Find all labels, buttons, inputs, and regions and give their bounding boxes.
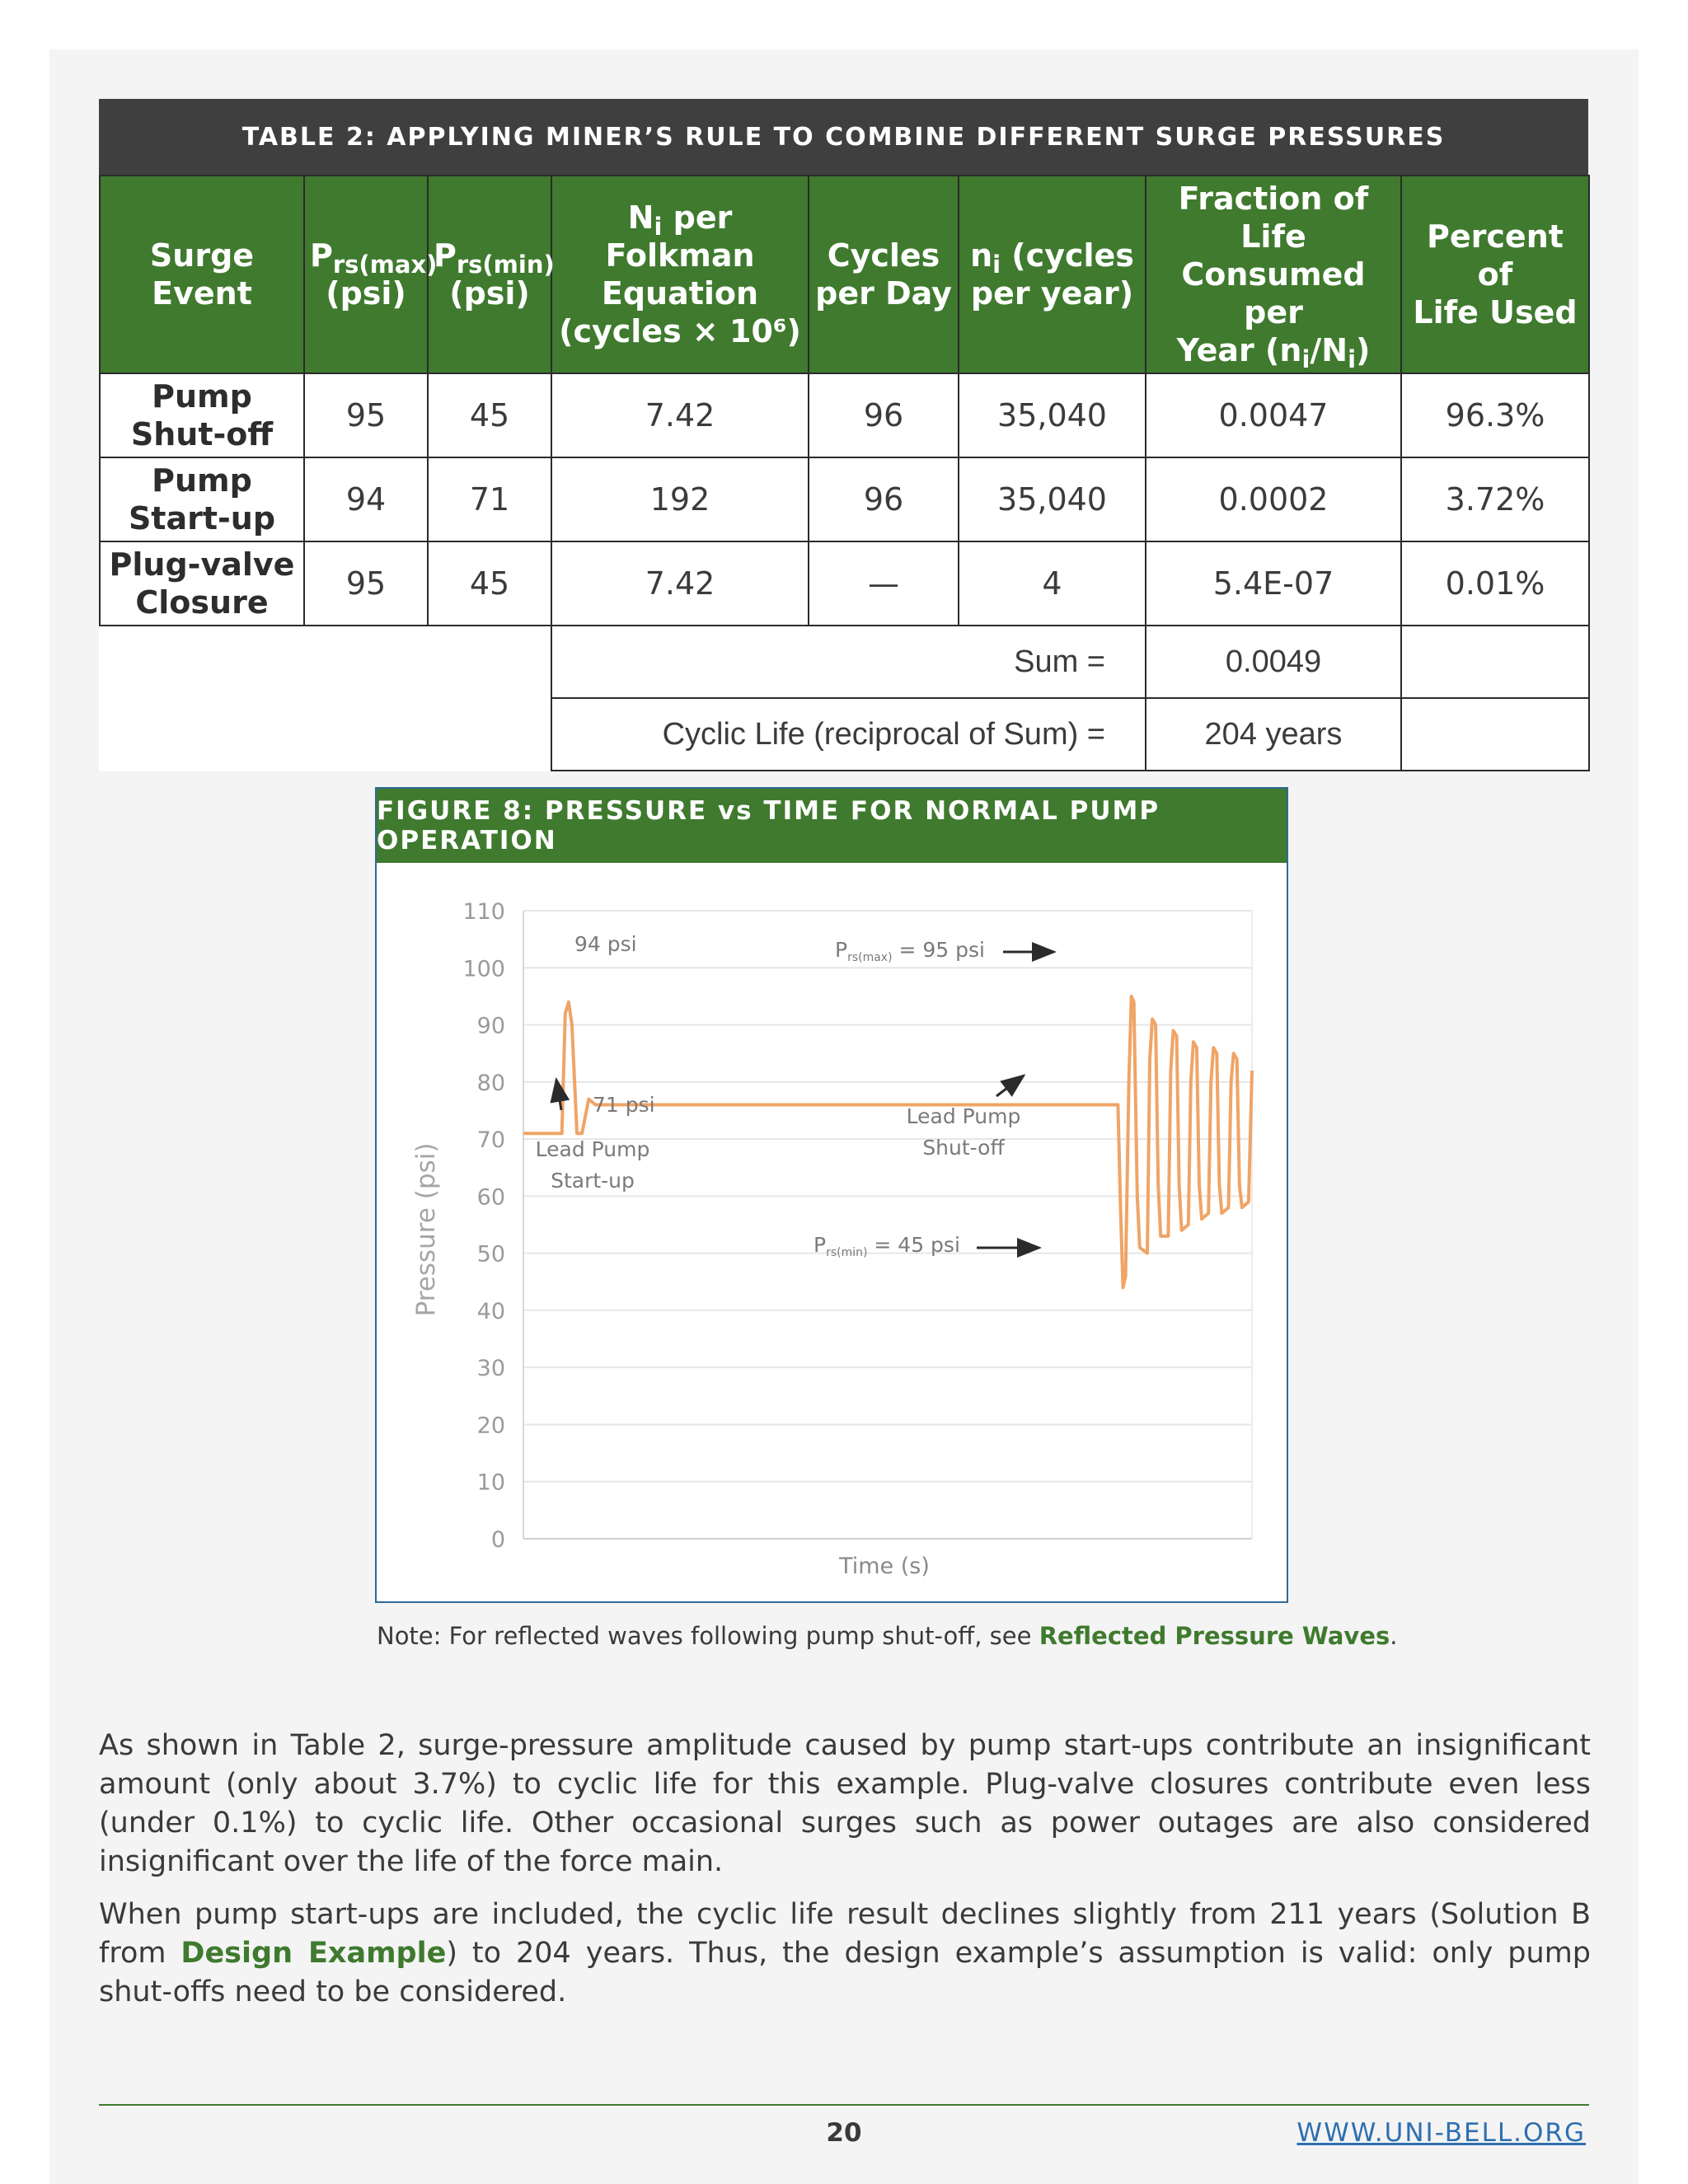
- sum-value: 0.0049: [1146, 626, 1401, 698]
- cell-pmin: 45: [428, 373, 551, 457]
- cell-ni: 7.42: [551, 373, 809, 457]
- cyclic-life-value: 204 years: [1146, 698, 1401, 771]
- cell-fraction: 5.4E-07: [1146, 541, 1401, 626]
- header-pmax: $P_{rs(max)}$ (psi): [304, 176, 428, 373]
- y-tick-label: 70: [476, 1127, 505, 1154]
- cell-pmax: 95: [304, 541, 428, 626]
- y-axis-label: Pressure (psi): [411, 1142, 441, 1317]
- figure-note: Note: For reflected waves following pump shut-off, see Reflected Pressure Waves.: [377, 1622, 1398, 1650]
- figure-8: [375, 787, 1288, 1603]
- pressure-time-chart: [377, 863, 1287, 1601]
- reflected-pressure-waves-link[interactable]: Reflected Pressure Waves: [1039, 1622, 1390, 1650]
- table-caption: TABLE 2: APPLYING MINER’S RULE TO COMBINE DIFFERENT SURGE PRESSURES: [99, 99, 1588, 175]
- header-surge-event: Surge Event: [100, 176, 304, 373]
- table-row: [100, 541, 1589, 626]
- header-ni-per-year: $n_i$ (cycles per year): [959, 176, 1146, 373]
- chart-grid: [523, 911, 1252, 1539]
- row-event: Pump Start-up: [100, 457, 304, 541]
- y-tick-label: 110: [462, 899, 505, 925]
- cyclic-life-row: [100, 698, 1589, 771]
- footer-divider: [99, 2104, 1589, 2106]
- y-tick-label: 100: [462, 956, 505, 982]
- cell-ni: 192: [551, 457, 809, 541]
- cell-pmax: 94: [304, 457, 428, 541]
- figure-title: FIGURE 8: PRESSURE vs TIME FOR NORMAL PUMP OPERATION: [377, 789, 1287, 863]
- miners-rule-table: [99, 99, 1588, 771]
- annotation-94-psi: 94 psi: [574, 932, 637, 956]
- header-pmin: $P_{rs(min)}$ (psi): [428, 176, 551, 373]
- paragraph-1: As shown in Table 2, surge-pressure amplitude caused by pump start-ups contribute an insignificant amount (only about 3.7%) to cyclic life for this example. Plug-valve closures contribute even less (under 0.1%) to cyclic life. Other occasional surges such as power outages are also considered insignificant over the life of the force main.: [99, 1729, 1591, 1878]
- cell-pmin: 45: [428, 541, 551, 626]
- website-link[interactable]: WWW.UNI-BELL.ORG: [1296, 2118, 1586, 2148]
- cell-percent: 0.01%: [1401, 541, 1589, 626]
- annotation-71-psi: 71 psi: [593, 1093, 655, 1117]
- y-tick-label: 10: [476, 1469, 505, 1496]
- arrow-startup: [556, 1080, 561, 1110]
- blank-cell: [100, 698, 551, 771]
- header-cycles-per-day: Cycles per Day: [809, 176, 959, 373]
- paragraph-2: When pump start-ups are included, the cyclic life result declines slightly from 211 years (Solution B from Design Example) to 204 years. Thus, the design example’s assumption is valid: only pump shut-offs need to be considered.: [99, 1898, 1592, 2008]
- annotation-prs-max: $P_{rs(max)} = 95$ psi: [835, 938, 986, 964]
- cell-percent: 96.3%: [1401, 373, 1589, 457]
- cell-fraction: 0.0047: [1146, 373, 1401, 457]
- note-text: Note: For reflected waves following pump shut-off, see: [377, 1622, 1039, 1650]
- cell-per-year: 35,040: [959, 373, 1146, 457]
- sum-label: Sum =: [551, 626, 1146, 698]
- y-tick-label: 60: [476, 1184, 505, 1211]
- annotation-lead-pump-startup-line1: Lead Pump: [535, 1137, 650, 1161]
- cell-percent: 3.72%: [1401, 457, 1589, 541]
- y-tick-label: 80: [476, 1070, 505, 1096]
- cell-ni: 7.42: [551, 541, 809, 626]
- header-fraction-of-life: Fraction of Life Consumed per Year $(n_i/N_i)$: [1146, 176, 1401, 373]
- page-number: 20: [826, 2118, 862, 2148]
- y-tick-label: 90: [476, 1013, 505, 1039]
- cell-per-year: 35,040: [959, 457, 1146, 541]
- blank-cell: [100, 626, 551, 698]
- table-header-row: [100, 176, 1589, 373]
- y-tick-label: 0: [490, 1527, 505, 1553]
- annotation-lead-pump-startup-line2: Start-up: [551, 1169, 635, 1193]
- table-row: [100, 373, 1589, 457]
- cyclic-life-label: Cyclic Life (reciprocal of Sum) =: [551, 698, 1146, 771]
- row-event: Plug-valve Closure: [100, 541, 304, 626]
- annotation-lead-pump-shutoff-line1: Lead Pump: [906, 1104, 1021, 1128]
- cell-cycles: —: [809, 541, 959, 626]
- arrow-shutoff: [996, 1076, 1024, 1096]
- annotation-lead-pump-shutoff-line2: Shut-off: [922, 1136, 1005, 1160]
- y-tick-label: 20: [476, 1413, 505, 1439]
- header-ni-folkman: $N_i$ per Folkman Equation (cycles × 10⁶): [551, 176, 809, 373]
- cell-per-year: 4: [959, 541, 1146, 626]
- surge-table: [99, 175, 1590, 771]
- cell-pmax: 95: [304, 373, 428, 457]
- table-row: [100, 457, 1589, 541]
- row-event: Pump Shut-off: [100, 373, 304, 457]
- y-tick-label: 30: [476, 1356, 505, 1382]
- sum-empty-cell: [1401, 626, 1589, 698]
- annotation-prs-min: $P_{rs(min)} = 45$ psi: [814, 1233, 960, 1259]
- cell-cycles: 96: [809, 457, 959, 541]
- cell-fraction: 0.0002: [1146, 457, 1401, 541]
- y-tick-label: 40: [476, 1298, 505, 1324]
- header-percent-life-used: Percent of Life Used: [1401, 176, 1589, 373]
- cell-cycles: 96: [809, 373, 959, 457]
- sum-row: [100, 626, 1589, 698]
- cell-pmin: 71: [428, 457, 551, 541]
- x-axis-label: Time (s): [839, 1554, 930, 1579]
- y-tick-label: 50: [476, 1241, 505, 1268]
- design-example-link[interactable]: Design Example: [181, 1937, 447, 1970]
- cyclic-life-empty-cell: [1401, 698, 1589, 771]
- y-tick-labels: [462, 899, 505, 1553]
